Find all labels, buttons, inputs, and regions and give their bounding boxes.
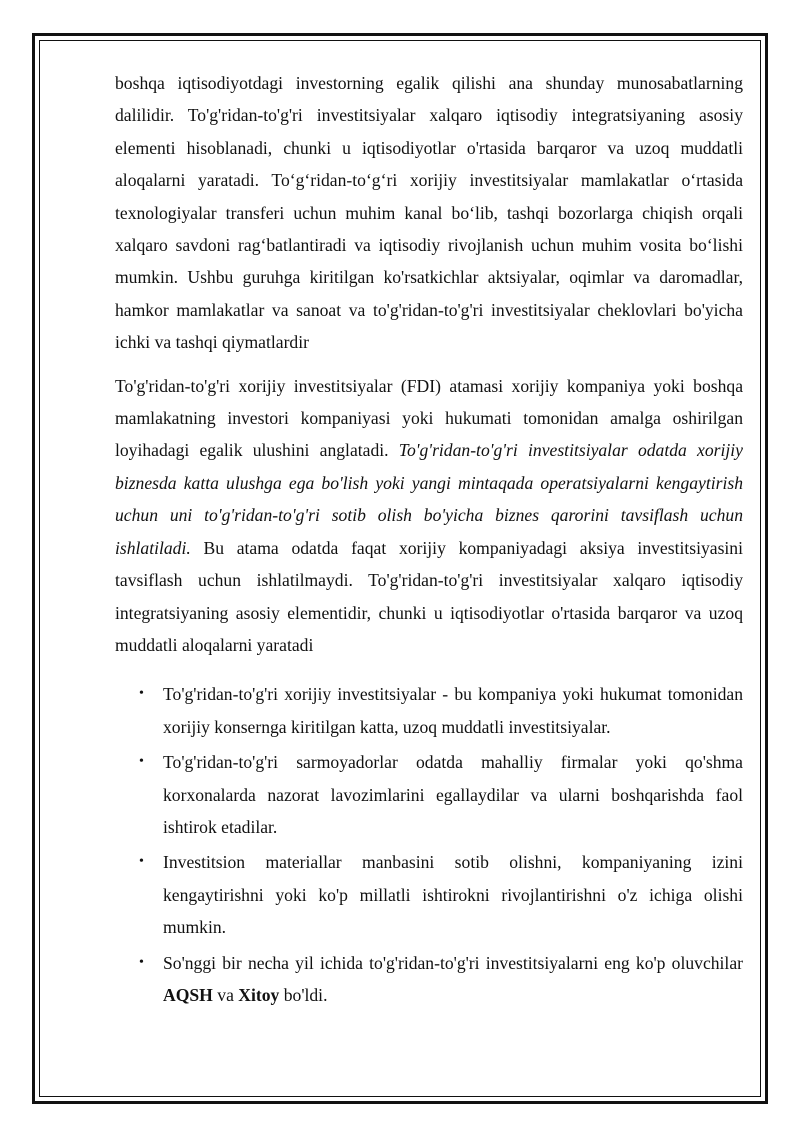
- bullet-marker: •: [139, 854, 144, 870]
- bullet-list: [115, 678, 743, 1011]
- paragraph-fdi-integration: boshqa iqtisodiyotdagi investorning egalik qilishi ana shunday munosabatlarning dalilidir. To'g'ridan-to'g'ri investitsiyalar xalqaro iqtisodiy integratsiyaning asosiy elementi hisoblanadi, chunki u iqtisodiyotlar o'rtasida barqaror va uzoq muddatli aloqalarni yaratadi. To‘g‘ridan-to‘g‘ri xorijiy investitsiyalar mamlakatlar o‘rtasida texnologiyalar transferi uchun muhim kanal bo‘lib, tashqi bozorlarga chiqish orqali xalqaro savdoni rag‘batlantiradi va iqtisodiy rivojlanish uchun muhim vosita bo‘lishi mumkin. Ushbu guruhga kiritilgan ko'rsatkichlar aktsiyalar, oqimlar va daromadlar, hamkor mamlakatlar va sanoat va to'g'ridan-to'g'ri investitsiyalar cheklovlari bo'yicha ichki va tashqi qiymatlardir: [115, 73, 743, 353]
- country-china: Xitoy: [238, 984, 280, 1005]
- list-item-text-end: bo'ldi.: [279, 984, 328, 1005]
- bullet-marker: •: [139, 954, 144, 970]
- paragraph-intro: To'g'ridan-to'g'ri xorijiy investitsiyalar (FDI) atamasi xorijiy kompaniya yoki boshqa mamlakatning investori kompaniyasi yoki hukumati tomonidan amalga oshirilgan loyihadagi egalik ulushini anglatadi.: [115, 375, 743, 461]
- bullet-marker: •: [139, 754, 144, 770]
- bullet-marker: •: [139, 686, 144, 702]
- list-item-text-middle: va: [212, 984, 239, 1005]
- list-item: [115, 846, 743, 943]
- list-item-text: To'g'ridan-to'g'ri sarmoyadorlar odatda mahalliy firmalar yoki qo'shma korxonalarda nazorat lavozimlarini egallaydilar va ularni boshqarishda faol ishtirok etadilar.: [163, 752, 743, 837]
- list-item-text: Investitsion materiallar manbasini sotib olishni, kompaniyaning izini kengaytirishni yoki ko'p millatli ishtirokni rivojlantirishni o'z ichiga olishi mumkin.: [163, 852, 743, 938]
- list-item: [115, 746, 743, 843]
- paragraph-italic-sentence: To'g'ridan-to'g'ri investitsiyalar odatda xorijiy biznesda katta ulushga ega bo'lish yoki yangi mintaqada operatsiyalarni kengaytirish uchun uni to'g'ridan-to'g'ri sotib olish bo'yicha biznes qarorini tavsiflash uchun ishlatiladi.: [115, 440, 743, 558]
- list-item-text: To'g'ridan-to'g'ri xorijiy investitsiyalar - bu kompaniya yoki hukumat tomonidan xorijiy konsernga kiritilgan katta, uzoq muddatli investitsiyalar.: [163, 684, 743, 737]
- page-content: [115, 67, 743, 1014]
- country-usa: AQSH: [163, 984, 213, 1005]
- list-item: [115, 947, 743, 1012]
- list-item-text: [163, 953, 743, 1005]
- paragraph-rest: Bu atama odatda faqat xorijiy kompaniyadagi aksiya investitsiyasini tavsiflash uchun ishlatilmaydi. To'g'ridan-to'g'ri investitsiyalar xalqaro iqtisodiy integratsiyaning asosiy elementidir, chunki u iqtisodiyotlar o'rtasida barqaror va uzoq muddatli aloqalarni yaratadi: [115, 537, 743, 655]
- list-item-text-start: So'nggi bir necha yil ichida to'g'ridan-to'g'ri investitsiyalarni eng ko'p oluvchilar: [163, 952, 743, 973]
- paragraph-fdi-definition: [115, 370, 743, 662]
- list-item: [115, 678, 743, 743]
